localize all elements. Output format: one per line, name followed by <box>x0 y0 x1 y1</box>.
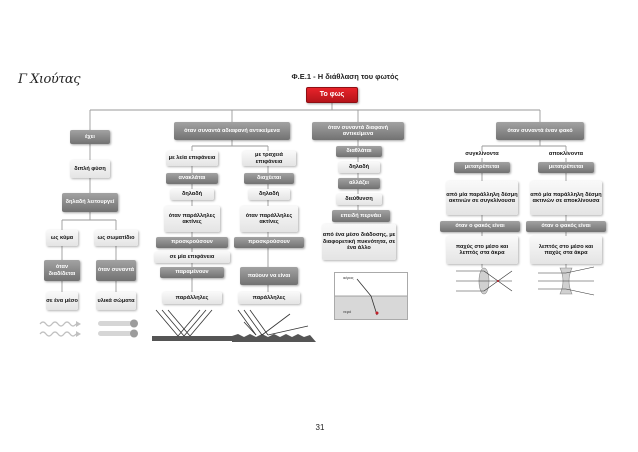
rough-surface-node: με τραχειά επιφάνεια <box>242 151 296 166</box>
converging-lens-figure <box>454 266 514 296</box>
convert-node-5: μετατρέπεται <box>454 162 510 173</box>
stop-being-node: παύουν να είναι <box>240 267 298 285</box>
diffuse-reflection-figure <box>232 308 316 342</box>
scatters-node: διαχέεται <box>244 173 294 184</box>
branch-opaque: όταν συναντά αδιαφανή αντικείμενα <box>174 122 290 140</box>
wave-illustration <box>38 318 82 340</box>
thin-center-node: λεπτός στο μέσο και παχύς στα άκρα <box>530 236 602 264</box>
refraction-figure <box>334 272 408 320</box>
air-label: αέρας <box>343 275 354 280</box>
page-title: Φ.Ε.1 - Η διάθλαση του φωτός <box>291 72 399 81</box>
hit-node-2: προσκρούσουν <box>156 237 228 248</box>
branch-lens: όταν συναντά έναν φακό <box>496 122 584 140</box>
page-number: 31 <box>315 423 325 432</box>
as-particle-node: ως σωματίδιο <box>94 230 138 246</box>
diverging-node: αποκλίνοντα <box>548 151 584 158</box>
material-bodies-node: υλικά σώματα <box>96 292 136 310</box>
when-lens-is-node-6: όταν ο φακός είναι <box>526 221 606 232</box>
smooth-surface-node: με λεία επιφάνεια <box>166 151 218 166</box>
convert-node-6: μετατρέπεται <box>538 162 594 173</box>
meaning-node-4: δηλαδή <box>338 162 380 173</box>
parallel-node-2: παράλληλες <box>162 292 222 304</box>
dual-nature-node: διπλή φύση <box>70 160 110 178</box>
particles-illustration <box>96 318 142 340</box>
parallel-node-3: παράλληλες <box>238 292 300 304</box>
changes-node: αλλάζει <box>338 178 380 189</box>
different-density-node: από ένα μέσο διάδοσης, με διαφορετική πυκνότητα, σε ένα άλλο <box>322 224 396 260</box>
refracts-node: διαθλάται <box>336 146 382 157</box>
on-surface-node: σε μία επιφάνεια <box>154 252 230 263</box>
thick-center-node: παχύς στο μέσο και λεπτός στα άκρα <box>446 236 518 264</box>
in-medium-node: σε ένα μέσο <box>46 292 78 310</box>
reflects-node: ανακλάται <box>166 173 218 184</box>
dual-function-node: δηλαδή λειτουργεί <box>62 193 118 212</box>
remain-node: παραμένουν <box>160 267 224 278</box>
diverging-beam-node: από μία παράλληλη δέσμη ακτινών σε αποκλίνουσα <box>530 181 602 215</box>
meaning-node-3: δηλαδή <box>248 189 290 200</box>
parallel-rays-node-2: όταν παράλληλες ακτίνες <box>164 206 220 232</box>
author-logo: Γ Χιούτας <box>18 72 80 87</box>
water-label: νερό <box>343 309 352 314</box>
specular-reflection-figure <box>152 308 232 342</box>
hit-node-3: προσκρούσουν <box>234 237 304 248</box>
when-meets-node: όταν συναντά <box>96 260 136 281</box>
when-passes-node: επειδή περνάει <box>332 210 390 222</box>
branch-has: έχει <box>70 130 110 144</box>
converging-beam-node: από μία παράλληλη δέσμη ακτινών σε συγκλίνουσα <box>446 181 518 215</box>
when-spreads-node: όταν διαδίδεται <box>44 260 80 281</box>
direction-node: διεύθυνση <box>336 194 382 205</box>
diverging-lens-figure <box>536 266 596 296</box>
branch-transparent: όταν συναντά διαφανή αντικείμενα <box>312 122 404 140</box>
root-node: Το φως <box>306 87 358 103</box>
when-lens-is-node-5: όταν ο φακός είναι <box>440 221 520 232</box>
as-wave-node: ως κύμα <box>46 230 78 246</box>
meaning-node-2: δηλαδή <box>170 189 214 200</box>
converging-node: συγκλίνοντα <box>465 151 499 158</box>
parallel-rays-node-3: όταν παράλληλες ακτίνες <box>240 206 298 232</box>
